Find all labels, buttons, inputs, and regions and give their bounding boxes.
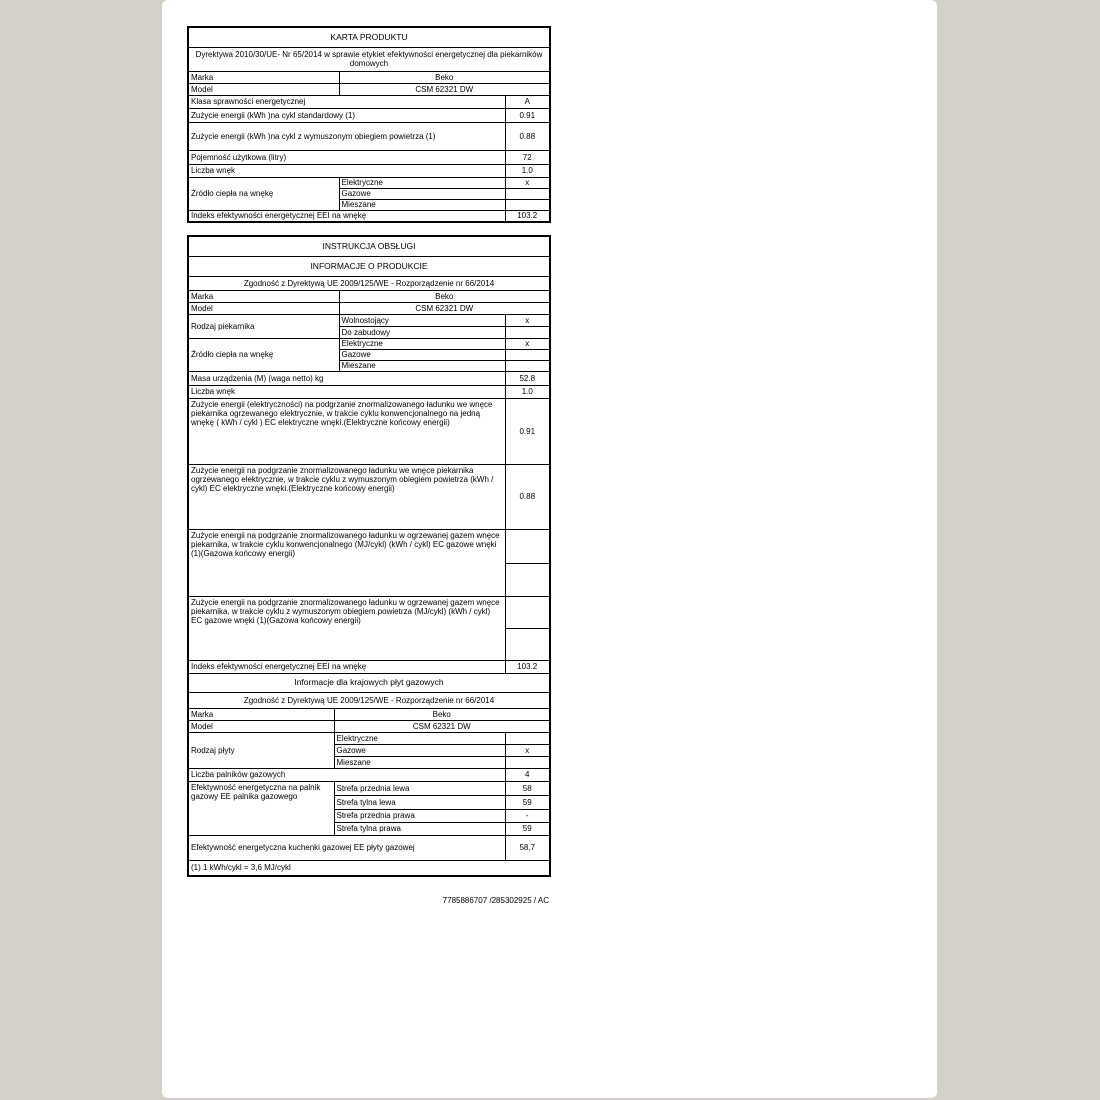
card-brand-label: Marka — [188, 71, 339, 83]
ec-gas-fan-value-mj — [505, 596, 550, 628]
zone-label: Strefa przednia prawa — [334, 809, 505, 822]
manual-cavities-value: 1.0 — [505, 385, 550, 398]
mass-label: Masa urządzenia (M) (waga netto) kg — [188, 371, 505, 385]
ec-electric-std-label: Zużycie energii (elektryczności) na podgrzanie znormalizowanego ładunku we wnęce piekarnika ogrzewanego elektrycznie, w trakcie cyklu konwencjonalnego na jedną wnękę ( kWh / cykl ) EC elektryczne wnęki.(Elektryczne końcowy energii) — [188, 398, 505, 464]
ec-gas-std-value-kwh — [505, 563, 550, 596]
document-code: 7785886707 /285302925 / AC — [442, 896, 549, 905]
card-heat-value — [505, 188, 550, 199]
manual-directive: Zgodność z Dyrektywą UE 2009/125/WE - Rozporządzenie nr 66/2014 — [188, 276, 550, 290]
mass-value: 52.8 — [505, 371, 550, 385]
hob-efficiency-value: 58,7 — [505, 835, 550, 860]
card-row-label: Zużycie energii (kWh )na cykl standardowy (1) — [188, 108, 505, 122]
manual-brand: Beko — [339, 290, 550, 302]
ec-gas-fan-value-kwh — [505, 628, 550, 660]
card-title: KARTA PRODUKTU — [188, 27, 550, 47]
card-heat-value: x — [505, 177, 550, 188]
plate-type-value: x — [505, 744, 550, 756]
card-eei-label: Indeks efektywności energetycznej EEI na wnękę — [188, 210, 505, 222]
ec-gas-std-value-mj — [505, 529, 550, 563]
oven-type-value — [505, 326, 550, 338]
card-row-value: 72 — [505, 150, 550, 164]
manual-cavities-label: Liczba wnęk — [188, 385, 505, 398]
plate-type-value — [505, 732, 550, 744]
card-directive: Dyrektywa 2010/30/UE- Nr 65/2014 w sprawie etykiet efektywności energetycznej dla piekarników domowych — [188, 47, 550, 71]
card-heat-label: Źródło ciepła na wnękę — [188, 177, 339, 210]
hob-brand-label: Marka — [188, 708, 334, 720]
ec-electric-fan-value: 0.88 — [505, 464, 550, 529]
zone-label: Strefa przednia lewa — [334, 781, 505, 795]
card-heat-source: Mieszane — [339, 199, 505, 210]
manual-title: INSTRUKCJA OBSŁUGI — [188, 236, 550, 256]
manual-eei-value: 103.2 — [505, 660, 550, 673]
product-card-table — [187, 26, 551, 223]
manual-heat-source: Elektryczne — [339, 338, 505, 349]
plate-type: Gazowe — [334, 744, 505, 756]
card-brand: Beko — [339, 71, 550, 83]
card-row-label: Klasa sprawności energetycznej — [188, 95, 505, 108]
ec-gas-std-label: Zużycie energii na podgrzanie znormalizowanego ładunku w ogrzewanej gazem wnęce piekarnika, w trakcie cyklu konwencjonalnego (MJ/cykl) (kWh / cykl) EC gazowe wnęki (1)(Gazowa końcowy energii) — [188, 529, 505, 596]
manual-heat-value: x — [505, 338, 550, 349]
card-heat-source: Elektryczne — [339, 177, 505, 188]
plate-type: Mieszane — [334, 756, 505, 768]
burners-value: 4 — [505, 768, 550, 781]
manual-heat-label: Źródło ciepła na wnękę — [188, 338, 339, 371]
burners-label: Liczba palników gazowych — [188, 768, 505, 781]
card-row-label: Pojemność użytkowa (litry) — [188, 150, 505, 164]
manual-model: CSM 62321 DW — [339, 302, 550, 314]
ec-electric-std-value: 0.91 — [505, 398, 550, 464]
plate-type-label: Rodzaj płyty — [188, 732, 334, 768]
hob-model-label: Model — [188, 720, 334, 732]
card-model: CSM 62321 DW — [339, 83, 550, 95]
manual-heat-source: Gazowe — [339, 349, 505, 360]
card-heat-source: Gazowe — [339, 188, 505, 199]
oven-type: Wolnostojący — [339, 314, 505, 326]
manual-model-label: Model — [188, 302, 339, 314]
hob-title: Informacje dla krajowych płyt gazowych — [188, 673, 550, 692]
footnote: (1) 1 kWh/cykl = 3,6 MJ/cykl — [188, 860, 550, 876]
card-row-label: Zużycie energii (kWh )na cykl z wymuszonym obiegiem powietrza (1) — [188, 122, 505, 150]
card-eei-value: 103.2 — [505, 210, 550, 222]
card-row-value: 0.91 — [505, 108, 550, 122]
hob-brand: Beko — [334, 708, 550, 720]
manual-heat-value — [505, 360, 550, 371]
card-row-value: 0.88 — [505, 122, 550, 150]
zone-value: 59 — [505, 822, 550, 835]
ec-gas-fan-label: Zużycie energii na podgrzanie znormalizowanego ładunku w ogrzewanej gazem wnęce piekarnika, w trakcie cyklu z wymuszonym obiegiem powietrza (MJ/cykl) (kWh / cykl) EC gazowe wnęki (1)(Gazowa końcowy energii) — [188, 596, 505, 660]
zone-label: Strefa tylna prawa — [334, 822, 505, 835]
burner-efficiency-label: Efektywność energetyczna na palnik gazowy EE palnika gazowego — [188, 781, 334, 835]
hob-model: CSM 62321 DW — [334, 720, 550, 732]
card-row-value: A — [505, 95, 550, 108]
card-model-label: Model — [188, 83, 339, 95]
manual-eei-label: Indeks efektywności energetycznej EEI na wnękę — [188, 660, 505, 673]
hob-directive: Zgodność z Dyrektywą UE 2009/125/WE - Rozporządzenie nr 66/2014 — [188, 692, 550, 708]
card-heat-value — [505, 199, 550, 210]
manual-heat-source: Mieszane — [339, 360, 505, 371]
hob-efficiency-label: Efektywność energetyczna kuchenki gazowej EE płyty gazowej — [188, 835, 505, 860]
info-title: INFORMACJE O PRODUKCIE — [188, 256, 550, 276]
oven-type-label: Rodzaj piekarnika — [188, 314, 339, 338]
oven-type: Do zabudowy — [339, 326, 505, 338]
plate-type-value — [505, 756, 550, 768]
oven-type-value: x — [505, 314, 550, 326]
manual-brand-label: Marka — [188, 290, 339, 302]
plate-type: Elektryczne — [334, 732, 505, 744]
card-row-value: 1.0 — [505, 164, 550, 177]
zone-value: 59 — [505, 795, 550, 809]
manual-heat-value — [505, 349, 550, 360]
zone-value: 58 — [505, 781, 550, 795]
ec-electric-fan-label: Zużycie energii na podgrzanie znormalizowanego ładunku we wnęce piekarnika ogrzewanego elektrycznie, w trakcie cyklu z wymuszonym obiegiem powietrza (kWh / cykl) EC elektryczne wnęki.(Elektryczne końcowy energii) — [188, 464, 505, 529]
manual-table — [187, 235, 551, 877]
zone-label: Strefa tylna lewa — [334, 795, 505, 809]
card-row-label: Liczba wnęk — [188, 164, 505, 177]
zone-value: - — [505, 809, 550, 822]
